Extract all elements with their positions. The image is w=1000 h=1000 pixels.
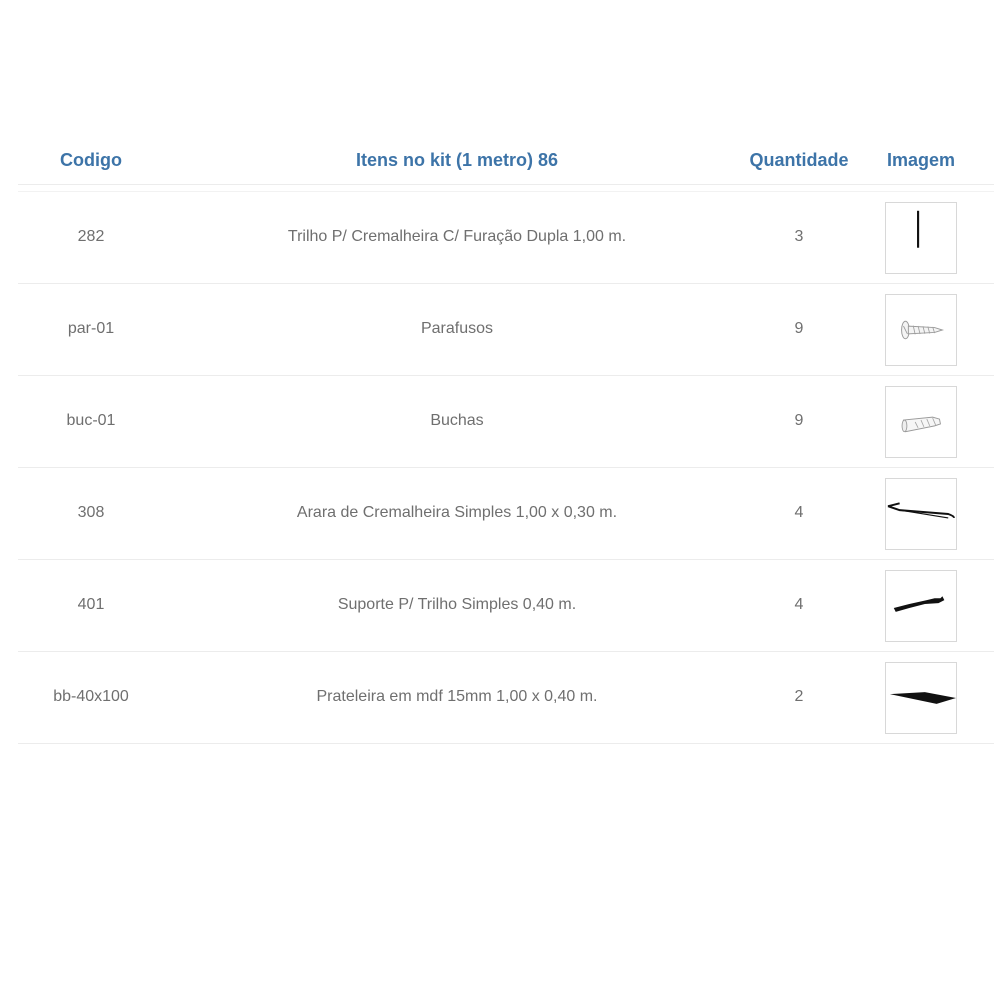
row-code: buc-01 — [66, 412, 116, 429]
hanger-rail-thumbnail[interactable] — [885, 478, 957, 550]
row-quantity: 3 — [794, 228, 804, 245]
table-header — [18, 136, 994, 185]
hanger-rail-icon — [886, 479, 956, 549]
row-quantity: 9 — [794, 320, 804, 337]
row-quantity: 4 — [794, 596, 804, 613]
row-code: 308 — [77, 504, 105, 521]
row-item: Buchas — [430, 412, 484, 429]
header-quantity: Quantidade — [749, 150, 849, 170]
header-image: Imagem — [886, 150, 956, 170]
bracket-icon — [886, 571, 956, 641]
screw-thumbnail[interactable] — [885, 294, 957, 366]
kit-items-table — [18, 136, 994, 744]
row-item: Arara de Cremalheira Simples 1,00 x 0,30 m. — [296, 504, 618, 521]
row-quantity: 9 — [794, 412, 804, 429]
header-items: Itens no kit (1 metro) 86 — [355, 150, 559, 170]
table-row — [18, 284, 994, 376]
rail-icon — [886, 203, 956, 273]
table-row — [18, 652, 994, 744]
row-code: 282 — [77, 228, 105, 245]
row-quantity: 4 — [794, 504, 804, 521]
screw-icon — [886, 295, 956, 365]
wall-plug-icon — [886, 387, 956, 457]
row-quantity: 2 — [794, 688, 804, 705]
header-divider — [18, 185, 994, 192]
header-code: Codigo — [60, 150, 122, 170]
row-code: par-01 — [67, 320, 115, 337]
row-code: bb-40x100 — [53, 688, 129, 705]
rail-thumbnail[interactable] — [885, 202, 957, 274]
wall-plug-thumbnail[interactable] — [885, 386, 957, 458]
row-item: Trilho P/ Cremalheira C/ Furação Dupla 1,00 m. — [287, 228, 627, 245]
row-code: 401 — [77, 596, 105, 613]
bracket-thumbnail[interactable] — [885, 570, 957, 642]
table-row — [18, 468, 994, 560]
table-row — [18, 560, 994, 652]
shelf-thumbnail[interactable] — [885, 662, 957, 734]
table-row — [18, 376, 994, 468]
row-item: Suporte P/ Trilho Simples 0,40 m. — [337, 596, 577, 613]
row-item: Prateleira em mdf 15mm 1,00 x 0,40 m. — [316, 688, 598, 705]
shelf-icon — [886, 663, 956, 733]
row-item: Parafusos — [420, 320, 494, 337]
table-row — [18, 192, 994, 284]
